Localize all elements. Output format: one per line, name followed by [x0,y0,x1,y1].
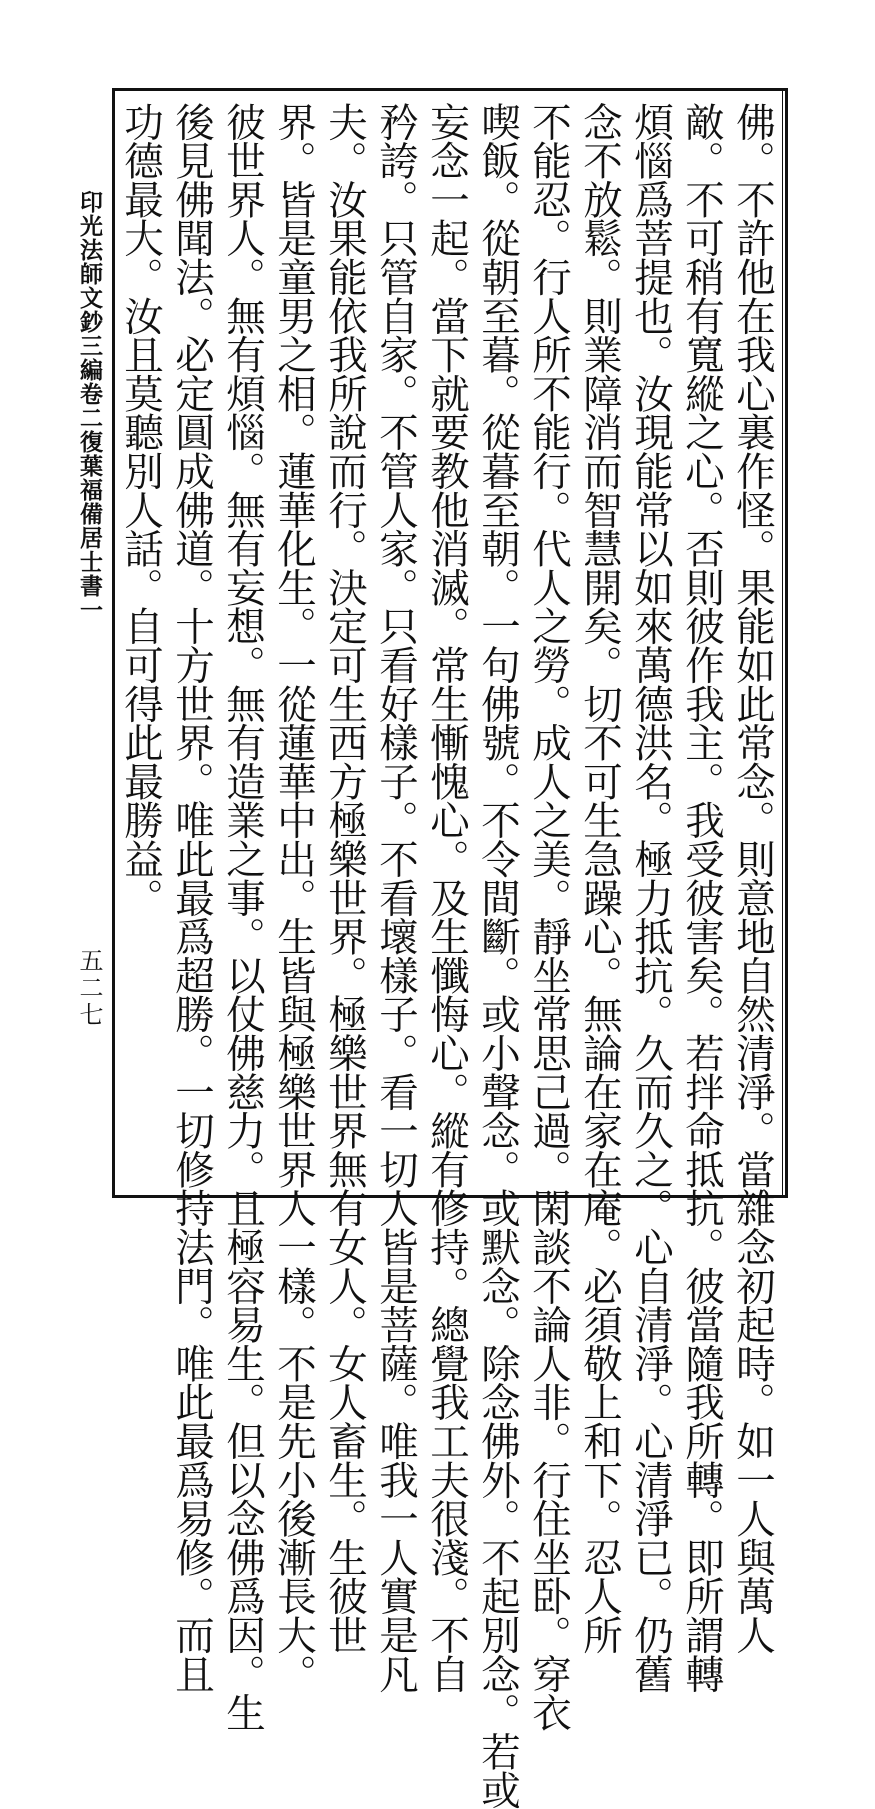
letter-title: 復葉福備居士書一 [76,430,103,622]
page-number: 五二七 [75,948,103,1029]
text-column: 矜誇。只管自家。不管人家。只看好樣子。不看壞樣子。看一切人皆是菩薩。唯我一人實是凡 [373,102,419,1693]
text-column: 功德最大。汝且莫聽別人話。自可得此最勝益。 [118,102,164,917]
text-column: 後見佛聞法。必定圓成佛道。十方世界。唯此最爲超勝。一切修持法門。唯此最爲易修。而且 [169,102,215,1693]
main-text [118,102,778,1809]
text-column: 煩惱爲菩提也。汝現能常以如來萬德洪名。極力抵抗。久而久之。心自清淨。心清淨已。仍舊 [628,102,674,1693]
text-column: 界。皆是童男之相。蓮華化生。一從蓮華中出。生皆與極樂世界人一樣。不是先小後漸長大。 [271,102,317,1693]
text-column: 念不放鬆。則業障消而智慧開矣。切不可生急躁心。無論在家在庵。必須敬上和下。忍人所 [577,102,623,1655]
text-column: 彼世界人。無有煩惱。無有妄想。無有造業之事。以仗佛慈力。且極容易生。但以念佛爲因。生 [220,102,266,1732]
text-column: 敵。不可稍有寬縱之心。否則彼作我主。我受彼害矣。若拌命抵抗。彼當隨我所轉。即所謂轉 [679,102,725,1693]
text-column: 佛。不許他在我心裏作怪。果能如此常念。則意地自然清淨。當雜念初起時。如一人與萬人 [730,102,776,1655]
text-column: 妄念一起。當下就要教他消滅。常生慚愧心。及生懺悔心。縱有修持。總覺我工夫很淺。不自 [424,102,470,1693]
frame-inner-rule [782,88,783,1198]
text-column: 不能忍。行人所不能行。代人之勞。成人之美。靜坐常思己過。閑談不論人非。行住坐卧。穿衣 [526,102,572,1732]
text-column: 喫飯。從朝至暮。從暮至朝。一句佛號。不令間斷。或小聲念。或默念。除念佛外。不起別念。若或 [475,102,521,1809]
book-title: 印光法師文鈔三編卷二 [76,190,103,430]
text-column: 夫。汝果能依我所說而行。決定可生西方極樂世界。極樂世界無有女人。女人畜生。生彼世 [322,102,368,1655]
